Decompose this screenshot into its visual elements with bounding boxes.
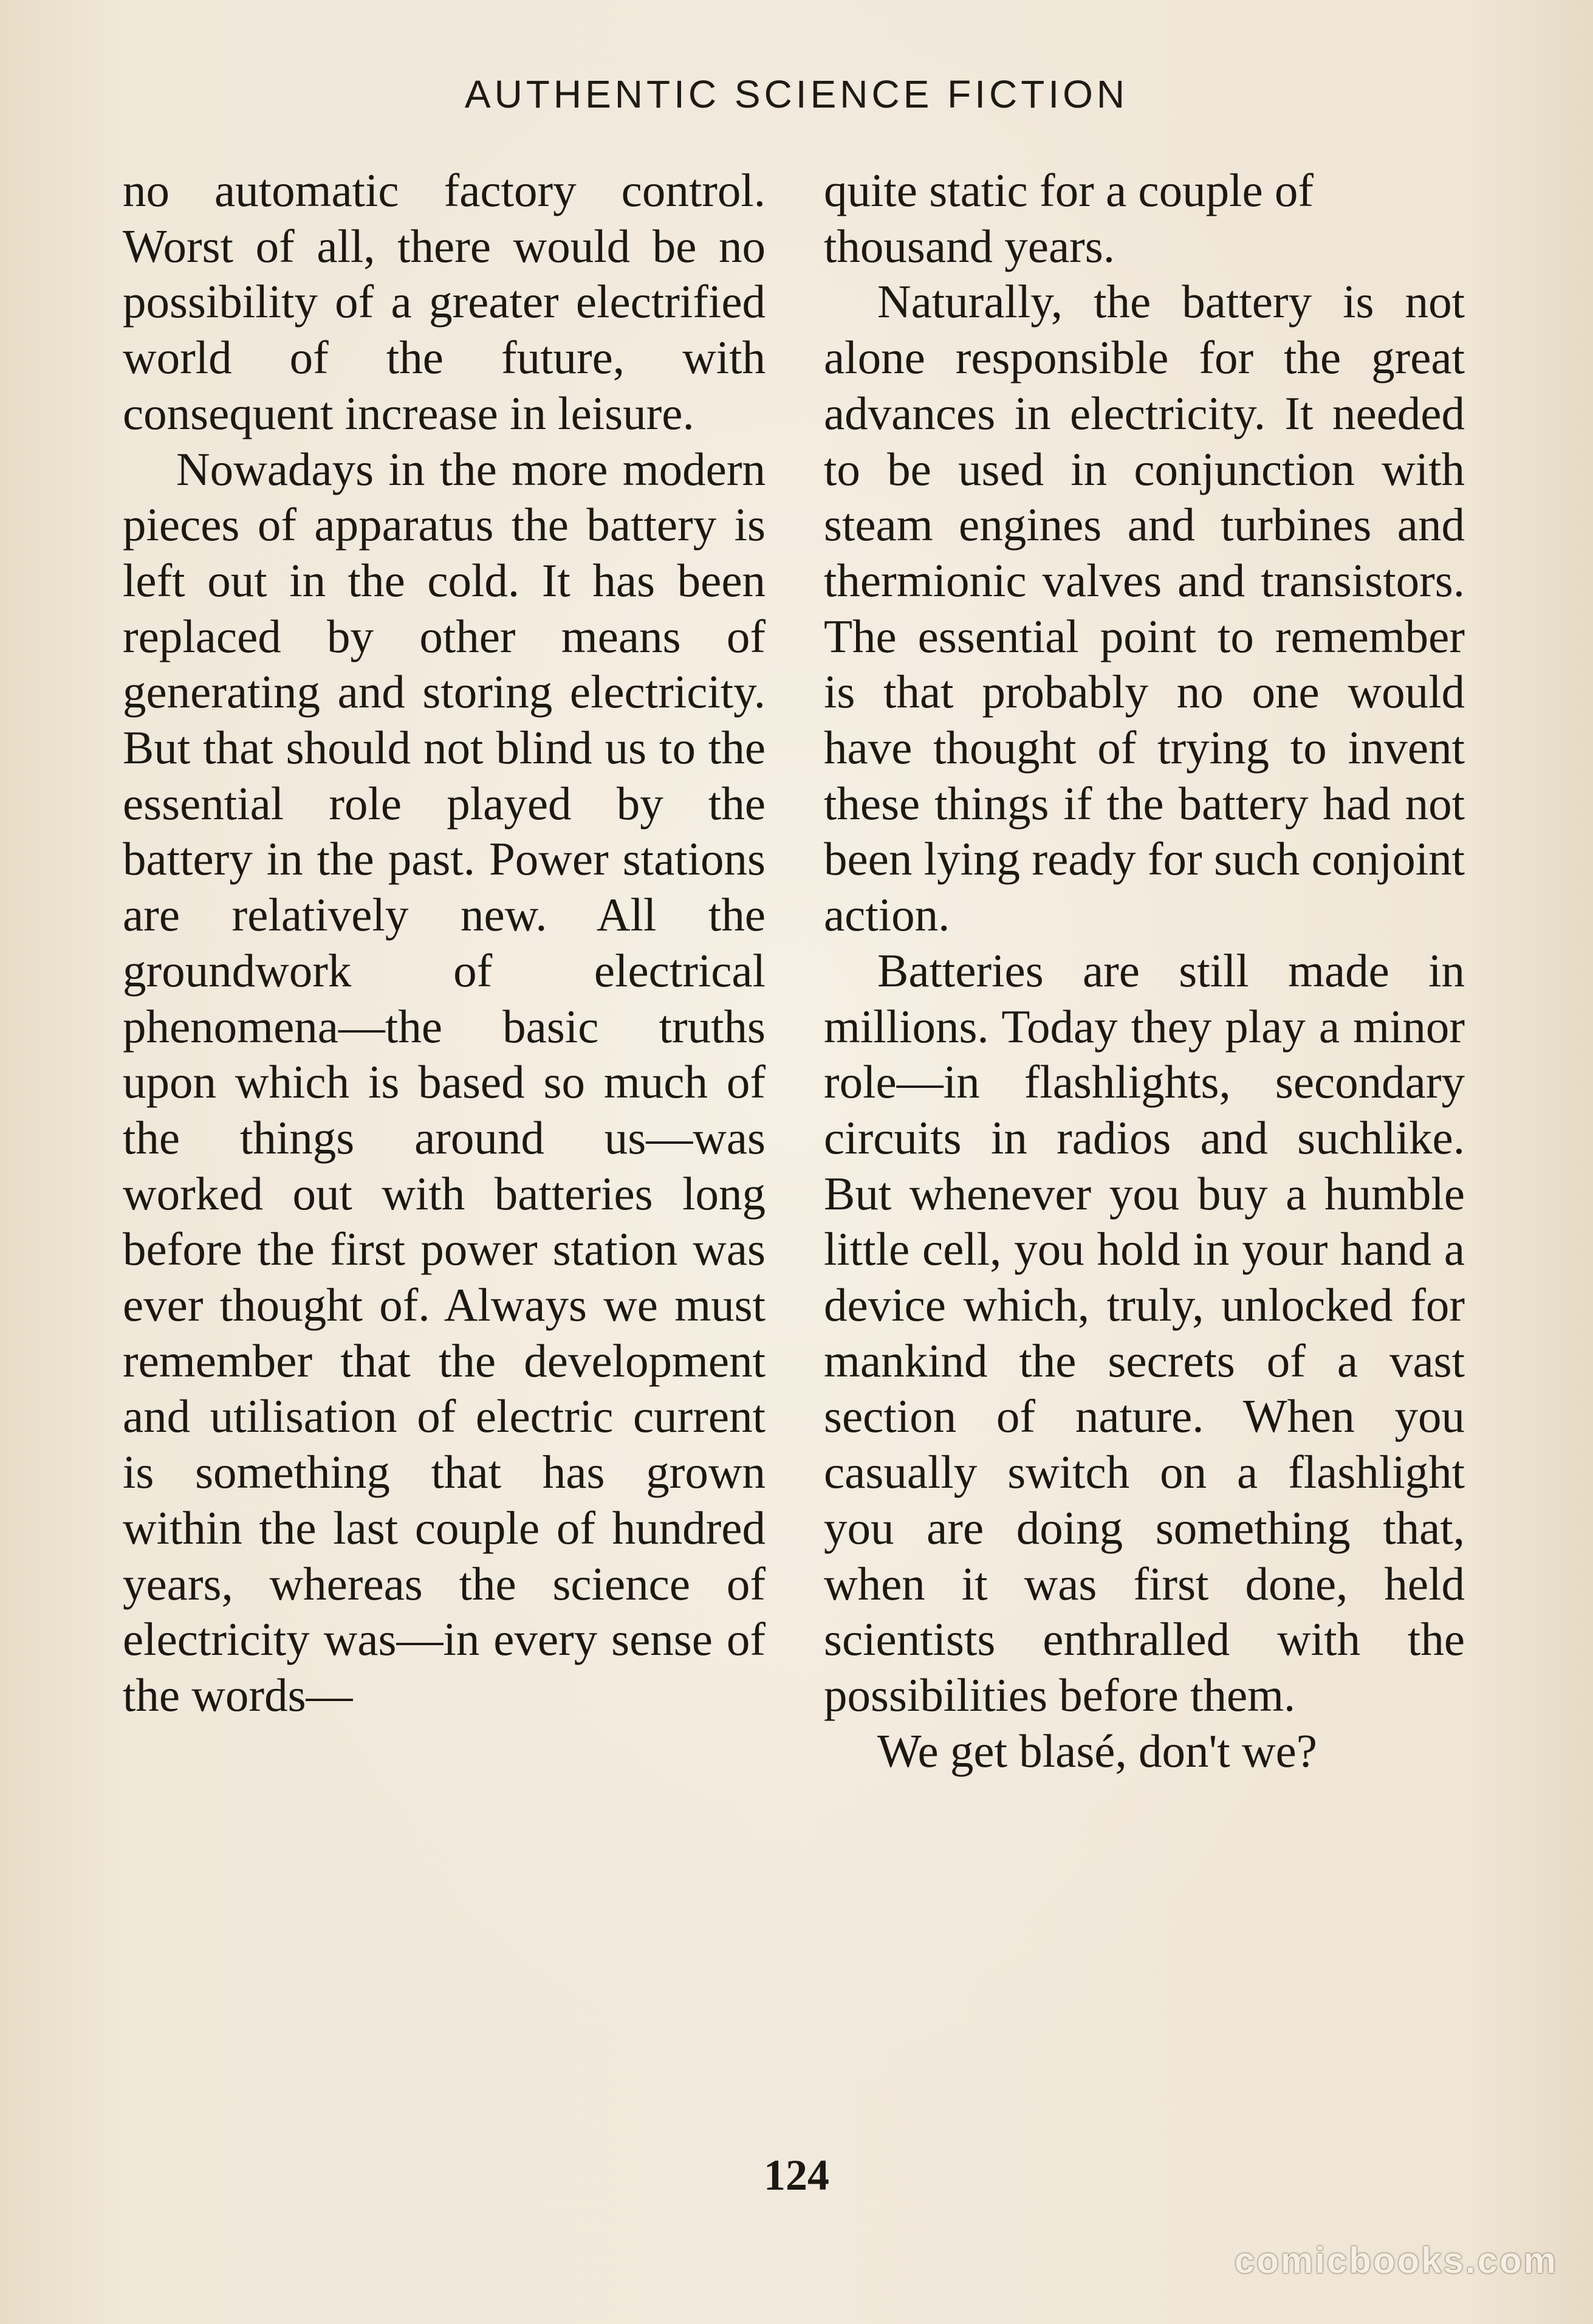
- running-head: AUTHENTIC SCIENCE FICTION: [464, 72, 1129, 116]
- paragraph: quite static for a couple of thousand years.: [824, 164, 1314, 272]
- paragraph: Batteries are still made in millions. Today they play a minor role—in flashlights, secondary circuits in radios and suchlike. But whenever you buy a humble little cell, you hold in your hand a device which, truly, unlocked for mankind the secrets of a vast section of nature. When you casually switch on a flashlight you are doing something that, when it was first done, held scientists enthralled with the possibilities before them.: [824, 944, 1465, 1721]
- paragraph: Nowadays in the more modern pieces of apparatus the battery is left out in the cold. It has been replaced by other means of generating and storing electricity. But that should not blind us to the essential role played by the battery in the past. Power stations are relatively new. All the groundwork of electrical phenomena—the basic truths upon which is based so much of the things around us—was worked out with batteries long before the first power station was ever thought of. Always we must remember that the development and utilisation of electric current is something that has grown within the last couple of hundred years, whereas the science of electricity was—in every sense of the words—: [123, 442, 766, 1721]
- paragraph: We get blasé, don't we?: [877, 1724, 1317, 1777]
- paragraph: Naturally, the battery is not alone responsible for the great advances in electricity. It needed to be used in conjunction with steam engines and turbines and thermionic valves and transistors. The essential point to remember is that probably no one would have thought of trying to invent these things if the battery had not been lying ready for such conjoint action.: [824, 275, 1465, 941]
- page-number: 124: [764, 2151, 829, 2199]
- paragraph: no automatic factory control. Worst of all, there would be no possibility of a greater electrified world of the future, with consequent increase in leisure.: [123, 164, 766, 439]
- right-column: [824, 163, 1465, 1779]
- watermark-text: comicbooks.com: [1234, 2240, 1558, 2281]
- left-column: [123, 163, 766, 1724]
